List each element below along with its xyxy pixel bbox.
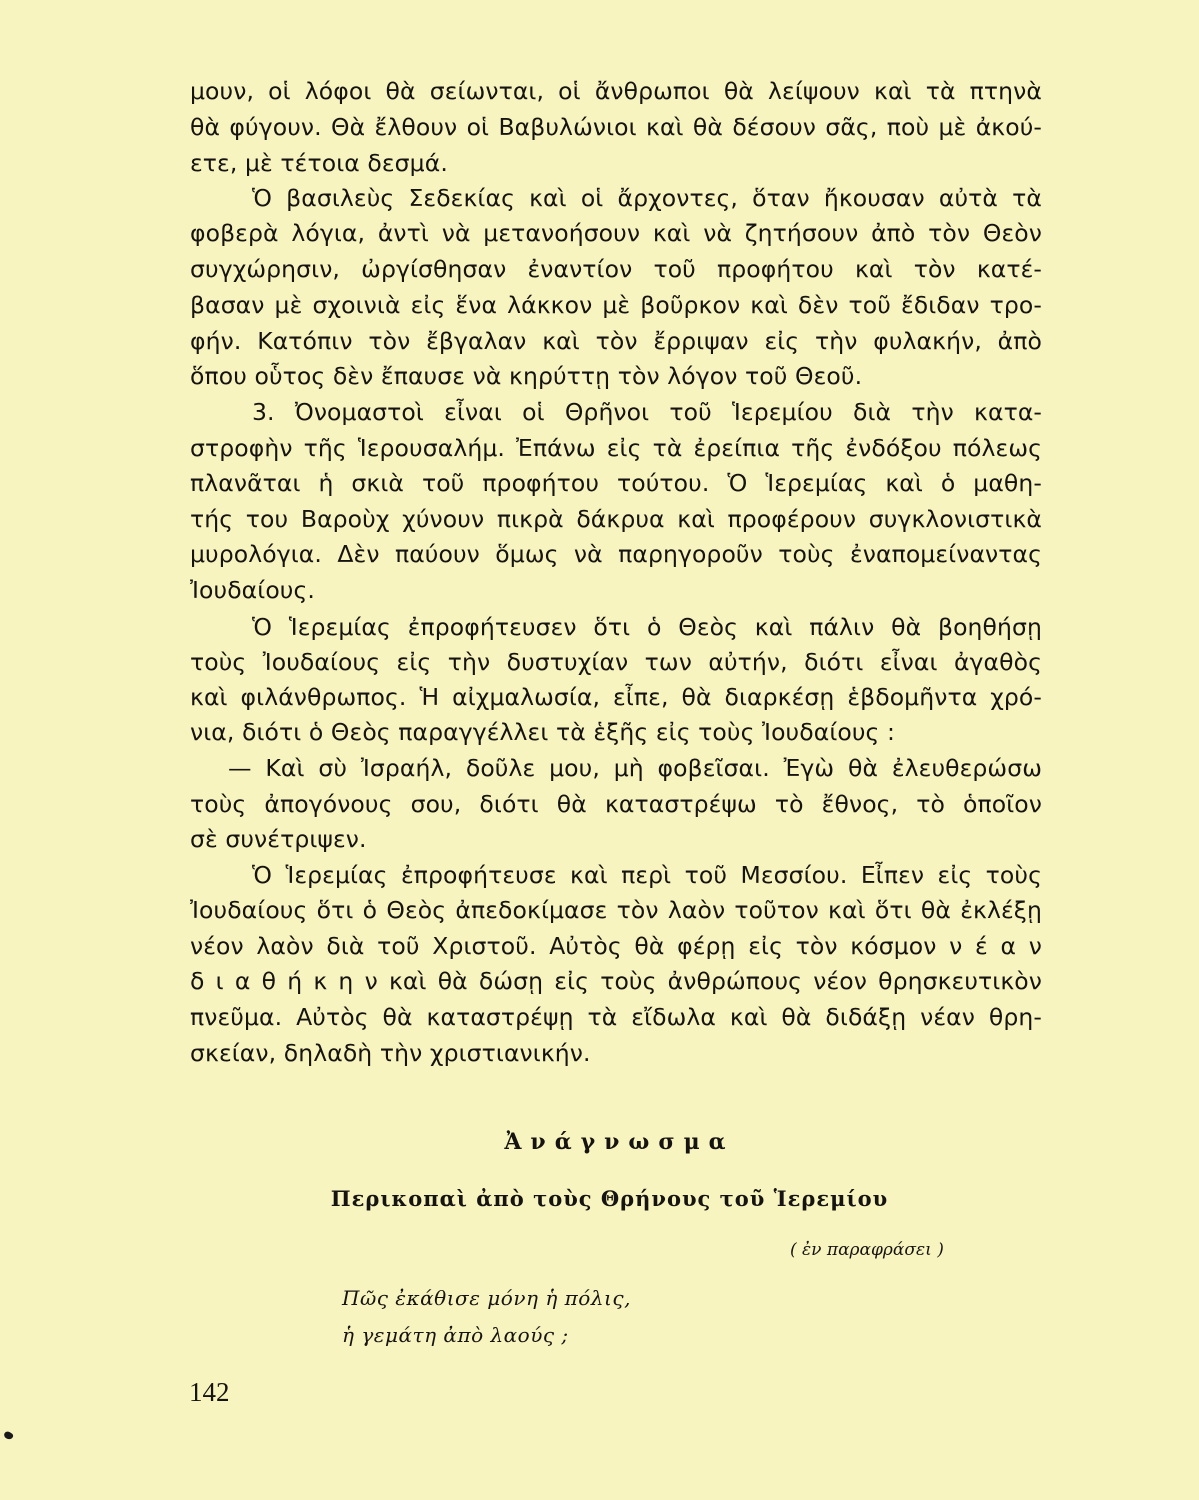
poem-line: ἡ γεμάτη ἀπὸ λαούς ;: [342, 1323, 569, 1347]
ink-speck: [3, 1430, 14, 1441]
page-number: 142: [189, 1377, 230, 1407]
body-line: Ἰουδαίους ὅτι ὁ Θεὸς ἀπεδοκίμασε τὸν λαὸν τοῦτον καὶ ὅτι θὰ ἐκλέξῃ: [190, 896, 1042, 924]
body-line: θὰ φύγουν. Θὰ ἔλθουν οἱ Βαβυλώνιοι καὶ θὰ δέσουν σᾶς, ποὺ μὲ ἀκού-: [190, 113, 1042, 141]
body-line: τοὺς Ἰουδαίους εἰς τὴν δυστυχίαν των αὐτήν, διότι εἶναι ἀγαθὸς: [190, 648, 1042, 676]
body-line: ετε, μὲ τέτοια δεσμά.: [190, 149, 448, 177]
body-line: μουν, οἱ λόφοι θὰ σείωνται, οἱ ἄνθρωποι θὰ λείψουν καὶ τὰ πτηνὰ: [190, 77, 1042, 105]
body-line: ὅπου οὗτος δὲν ἔπαυσε νὰ κηρύττῃ τὸν λόγον τοῦ Θεοῦ.: [190, 362, 863, 390]
body-line: νια, διότι ὁ Θεὸς παραγγέλλει τὰ ἑξῆς εἰς τοὺς Ἰουδαίους :: [190, 718, 896, 746]
body-line: βασαν μὲ σχοινιὰ εἰς ἕνα λάκκον μὲ βοῦρκον καὶ δὲν τοῦ ἔδιδαν τρο-: [190, 291, 1042, 319]
body-line: Ὁ βασιλεὺς Σεδεκίας καὶ οἱ ἄρχοντες, ὅταν ἤκουσαν αὐτὰ τὰ: [252, 184, 1042, 212]
body-line: Ὁ Ἱερεμίας ἐπροφήτευσε καὶ περὶ τοῦ Μεσσίου. Εἶπεν εἰς τοὺς: [252, 861, 1042, 889]
body-line: πνεῦμα. Αὐτὸς θὰ καταστρέψῃ τὰ εἴδωλα καὶ θὰ διδάξῃ νέαν θρη-: [190, 1003, 1042, 1031]
body-line: τής του Βαροὺχ χύνουν πικρὰ δάκρυα καὶ προφέρουν συγκλονιστικὰ: [190, 505, 1042, 533]
body-line: σκείαν, δηλαδὴ τὴν χριστιανικήν.: [190, 1039, 591, 1067]
body-line: — Καὶ σὺ Ἰσραήλ, δοῦλε μου, μὴ φοβεῖσαι. Ἐγὼ θὰ ἐλευθερώσω: [228, 754, 1042, 782]
body-line: μυρολόγια. Δὲν παύουν ὅμως νὰ παρηγοροῦν τοὺς ἐναπομείναντας: [190, 540, 1042, 568]
body-line: νέον λαὸν διὰ τοῦ Χριστοῦ. Αὐτὸς θὰ φέρῃ εἰς τὸν κόσμον ν έ α ν: [190, 932, 1042, 960]
body-line: στροφὴν τῆς Ἱερουσαλήμ. Ἐπάνω εἰς τὰ ἐρείπια τῆς ἐνδόξου πόλεως: [190, 434, 1042, 462]
body-line: Ἰουδαίους.: [190, 576, 315, 604]
body-line: καὶ φιλάνθρωπος. Ἡ αἰχμαλωσία, εἶπε, θὰ διαρκέσῃ ἑβδομῆντα χρό-: [190, 683, 1042, 711]
body-line: δ ι α θ ή κ η ν καὶ θὰ δώσῃ εἰς τοὺς ἀνθρώπους νέον θρησκευτικὸν: [190, 967, 1042, 995]
body-line: τοὺς ἀπογόνους σου, διότι θὰ καταστρέψω τὸ ἔθνος, τὸ ὁποῖον: [190, 790, 1042, 818]
body-line: συγχώρησιν, ὠργίσθησαν ἐναντίον τοῦ προφήτου καὶ τὸν κατέ-: [190, 255, 1042, 283]
poem-line: Πῶς ἐκάθισε μόνη ἡ πόλις,: [342, 1286, 631, 1310]
reading-heading: Ἀνάγνωσμα: [504, 1129, 735, 1155]
reading-title: Περικοπαὶ ἀπὸ τοὺς Θρήνους τοῦ Ἱερεμίου: [330, 1186, 889, 1211]
paraphrase-note: ( ἐν παραφράσει ): [790, 1240, 944, 1260]
body-line: σὲ συνέτριψεν.: [190, 825, 367, 853]
body-line: 3. Ὀνομαστοὶ εἶναι οἱ Θρῆνοι τοῦ Ἱερεμίου διὰ τὴν κατα-: [252, 398, 1042, 426]
body-line: φοβερὰ λόγια, ἀντὶ νὰ μετανοήσουν καὶ νὰ ζητήσουν ἀπὸ τὸν Θεὸν: [190, 219, 1042, 247]
body-line: πλανᾶται ἡ σκιὰ τοῦ προφήτου τούτου. Ὁ Ἱερεμίας καὶ ὁ μαθη-: [190, 469, 1042, 497]
body-line: Ὁ Ἱερεμίας ἐπροφήτευσεν ὅτι ὁ Θεὸς καὶ πάλιν θὰ βοηθήσῃ: [252, 613, 1042, 641]
body-line: φήν. Κατόπιν τὸν ἔβγαλαν καὶ τὸν ἔρριψαν εἰς τὴν φυλακήν, ἀπὸ: [190, 327, 1042, 355]
